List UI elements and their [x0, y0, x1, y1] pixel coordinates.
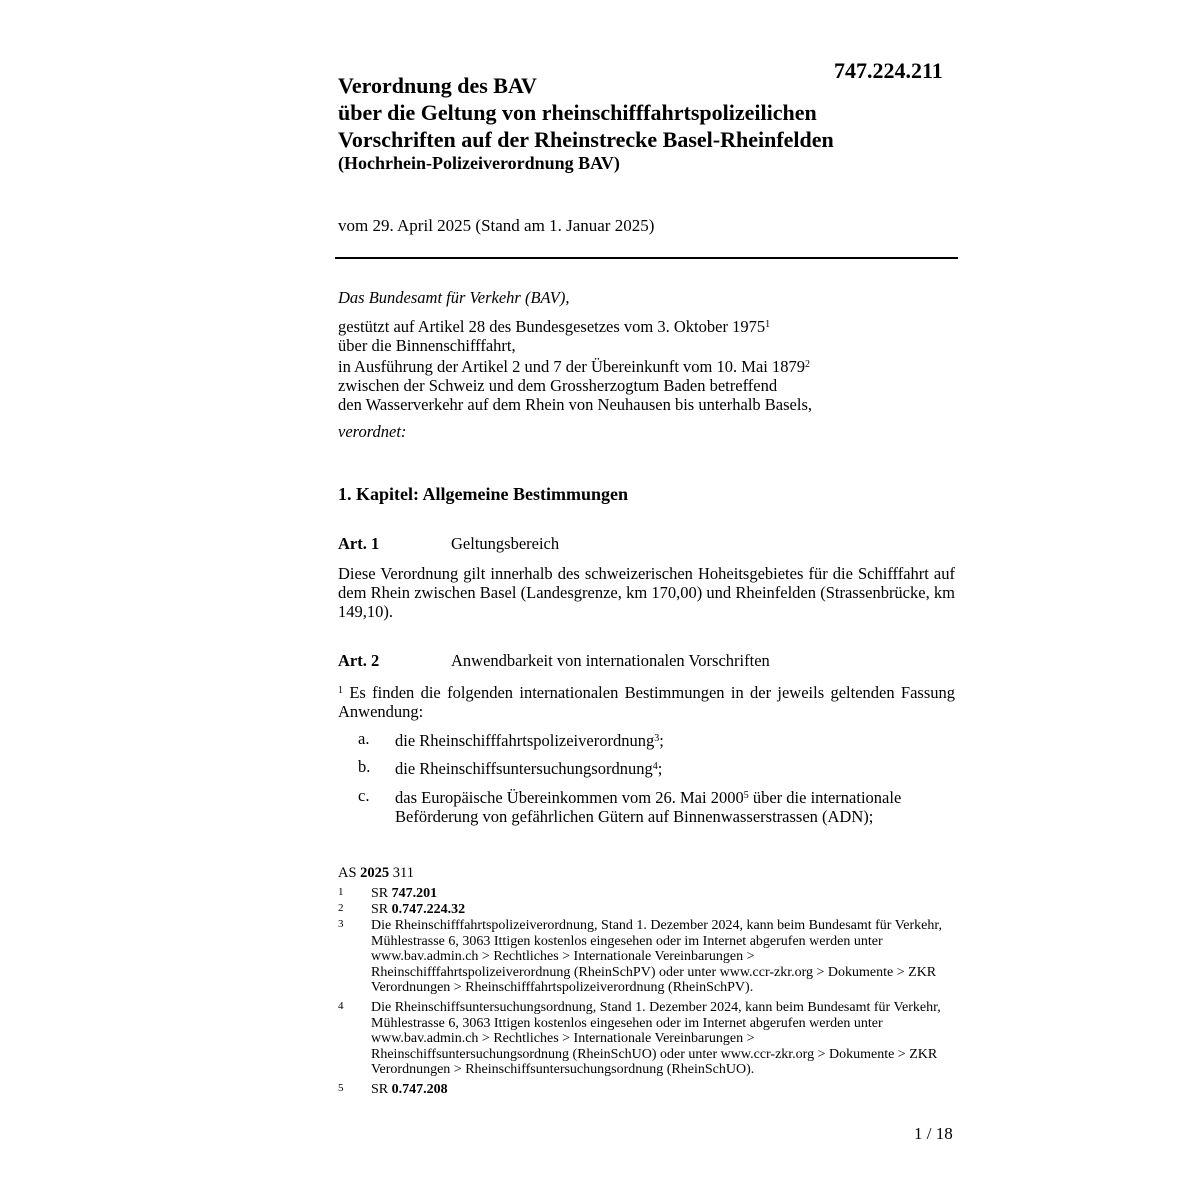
title-line: über die Geltung von rheinschifffahrtspolizeilichen: [338, 100, 817, 125]
date-line: vom 29. April 2025 (Stand am 1. Januar 2025): [338, 216, 655, 235]
official-compilation-ref: AS 2025 311: [338, 865, 415, 881]
header-divider: [335, 257, 958, 259]
paragraph-number: 1: [338, 685, 343, 696]
footnote-ref[interactable]: 3: [654, 733, 660, 744]
list-item: das Europäische Übereinkommen vom 26. Mai 2000$^5$ über die internationale Beförderung von gefährlichen Gütern auf Binnenwasserstrassen (ADN);: [395, 788, 902, 826]
list-letter: b.: [358, 757, 371, 776]
sr-number: 747.224.211: [834, 58, 943, 83]
ordains-word: verordnet:: [338, 422, 407, 441]
footnote-number: 3: [338, 918, 344, 930]
list-item: die Rheinschiffsuntersuchungsordnung$^4$;: [395, 759, 663, 778]
chapter-heading: 1. Kapitel: Allgemeine Bestimmungen: [338, 484, 628, 504]
footnote-ref[interactable]: 1: [765, 319, 771, 330]
footnote-ref[interactable]: 2: [804, 359, 810, 370]
preamble-line: gestützt auf Artikel 28 des Bundesgesetzes vom 3. Oktober 1975$^1$: [338, 317, 771, 336]
footnote-number: 5: [338, 1082, 344, 1094]
title-line: Vorschriften auf der Rheinstrecke Basel-Rheinfelden: [338, 127, 834, 152]
issuing-authority: Das Bundesamt für Verkehr (BAV),: [338, 288, 570, 307]
short-title: (Hochrhein-Polizeiverordnung BAV): [338, 153, 620, 173]
footnote-ref[interactable]: 4: [652, 761, 658, 772]
article-title: Geltungsbereich: [451, 534, 560, 553]
article-number: Art. 1: [338, 534, 380, 553]
article-text: Diese Verordnung gilt innerhalb des schweizerischen Hoheitsgebietes für die Schifffahrt auf dem Rhein zwischen Basel (Landesgrenze, km 170,00) und Rheinfelden (Strassenbrücke, km 149,10).: [338, 564, 955, 621]
document-title: [338, 72, 834, 153]
footnote-ref[interactable]: 5: [743, 790, 749, 801]
list-item: die Rheinschifffahrtspolizeiverordnung$^3$;: [395, 731, 664, 750]
list-letter: a.: [358, 729, 370, 748]
preamble-line: in Ausführung der Artikel 2 und 7 der Übereinkunft vom 10. Mai 1879$^2$: [338, 357, 810, 376]
page-number: 1 / 18: [914, 1124, 953, 1143]
preamble-line: über die Binnenschifffahrt,: [338, 336, 516, 355]
list-letter: c.: [358, 786, 370, 805]
article-number: Art. 2: [338, 651, 380, 670]
preamble-text: [338, 315, 812, 414]
title-line: Verordnung des BAV: [338, 73, 537, 98]
footnote-text: SR 0.747.208: [371, 1082, 448, 1097]
footnote-text: SR 747.201: [371, 886, 438, 901]
footnote-number: 2: [338, 902, 344, 914]
footnote-text: Die Rheinschiffsuntersuchungsordnung, Stand 1. Dezember 2024, kann beim Bundesamt für Verkehr, Mühlestrasse 6, 3063 Ittigen kostenlos eingesehen oder im Internet abgerufen werden unter www.bav.admin.ch > Rechtliches > Internationale Vereinbarungen > Rheinschiffsuntersuchungsordnung (RheinSchUO) oder unter www.ccr-zkr.org > Dokumente > ZKR Verordnungen > Rheinschiffsuntersuchungsordnung (RheinSchUO).: [371, 1000, 941, 1078]
article-paragraph: $^1$ Es finden die folgenden internationalen Bestimmungen in der jeweils geltenden Fassung Anwendung:: [338, 683, 955, 721]
preamble-line: zwischen der Schweiz und dem Grossherzogtum Baden betreffend: [338, 376, 778, 395]
footnote-number: 4: [338, 1000, 344, 1012]
preamble-line: den Wasserverkehr auf dem Rhein von Neuhausen bis unterhalb Basels,: [338, 395, 812, 414]
article-title: Anwendbarkeit von internationalen Vorschriften: [451, 651, 770, 670]
footnote-number: 1: [338, 886, 344, 898]
footnote-text: SR 0.747.224.32: [371, 902, 466, 917]
footnote-text: Die Rheinschifffahrtspolizeiverordnung, Stand 1. Dezember 2024, kann beim Bundesamt für Verkehr, Mühlestrasse 6, 3063 Ittigen kostenlos eingesehen oder im Internet abgerufen werden unter www.bav.admin.ch > Rechtliches > Internationale Vereinbarungen > Rheinschifffahrtspolizeiverordnung (RheinSchPV) oder unter www.ccr-zkr.org > Dokumente > ZKR Verordnungen > Rheinschifffahrtspolizeiverordnung (RheinSchPV).: [371, 918, 942, 996]
